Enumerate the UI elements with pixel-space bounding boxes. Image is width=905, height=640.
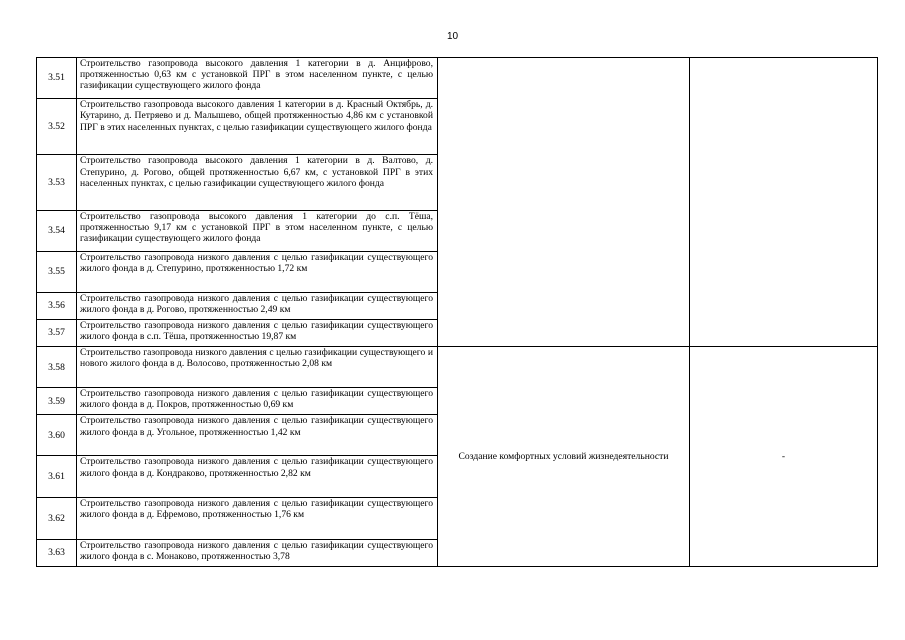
row-number: 3.51: [37, 58, 77, 99]
measure-description: Строительство газопровода низкого давления с целью газификации существующего жилого фонда в д. Ефремово, протяженностью 1,76 км: [77, 497, 438, 539]
row-number: 3.60: [37, 415, 77, 456]
goal-cell-empty: [438, 58, 690, 347]
row-number: 3.57: [37, 319, 77, 346]
measure-description: Строительство газопровода низкого давления с целью газификации существующего жилого фонда в д. Кондраково, протяженностью 2,82 км: [77, 456, 438, 497]
goal-cell: Создание комфортных условий жизнедеятельности: [438, 347, 690, 567]
measure-description: Строительство газопровода низкого давления с целью газификации существующего жилого фонда в д. Степурино, протяженностью 1,72 км: [77, 251, 438, 292]
measure-description: Строительство газопровода высокого давления 1 категории в д. Красный Октябрь, д. Кутарино, д. Петряево и д. Малышево, общей протяженностью 4,86 км с установкой ПРГ в этих населенных пунктах, с целью газификации существующего жилого фонда: [77, 99, 438, 155]
row-number: 3.63: [37, 539, 77, 566]
measure-description: Строительство газопровода высокого давления 1 категории в д. Анцифрово, протяженностью 0,63 км с установкой ПРГ в этом населенном пункте, с целью газификации существующего жилого фонда: [77, 58, 438, 99]
measure-description: Строительство газопровода низкого давления с целью газификации существующего жилого фонда в д. Угольное, протяженностью 1,42 км: [77, 415, 438, 456]
row-number: 3.53: [37, 155, 77, 210]
note-cell-empty: [690, 58, 878, 347]
row-number: 3.52: [37, 99, 77, 155]
measure-description: Строительство газопровода низкого давления с целью газификации существующего жилого фонда в д. Покров, протяженностью 0,69 км: [77, 388, 438, 415]
row-number: 3.58: [37, 347, 77, 388]
row-number: 3.54: [37, 210, 77, 251]
measure-description: Строительство газопровода низкого давления с целью газификации существующего жилого фонда в с.п. Тёша, протяженностью 19,87 км: [77, 319, 438, 346]
table-row: [37, 347, 878, 388]
row-number: 3.56: [37, 292, 77, 319]
row-number: 3.62: [37, 497, 77, 539]
table-row: [37, 58, 878, 99]
page-number: 10: [446, 31, 459, 42]
measure-description: Строительство газопровода низкого давления с целью газификации существующего жилого фонда в д. Рогово, протяженностью 2,49 км: [77, 292, 438, 319]
measure-description: Строительство газопровода низкого давления с целью газификации существующего и нового жилого фонда в д. Волосово, протяженностью 2,08 км: [77, 347, 438, 388]
row-number: 3.55: [37, 251, 77, 292]
measure-description: Строительство газопровода высокого давления 1 категории в д. Валтово, д. Степурино, д. Рогово, общей протяженностью 6,67 км, с установкой ПРГ в этих населенных пунктах, с целью газификации существующего жилого фонда: [77, 155, 438, 210]
row-number: 3.61: [37, 456, 77, 497]
measure-description: Строительство газопровода высокого давления 1 категории до с.п. Тёша, протяженностью 9,17 км с установкой ПРГ в этом населенном пункте, с целью газификации существующего жилого фонда: [77, 210, 438, 251]
row-number: 3.59: [37, 388, 77, 415]
measure-description: Строительство газопровода низкого давления с целью газификации существующего жилого фонда в с. Монаково, протяженностью 3,78: [77, 539, 438, 566]
measures-table: [36, 57, 878, 567]
note-cell: -: [690, 347, 878, 567]
